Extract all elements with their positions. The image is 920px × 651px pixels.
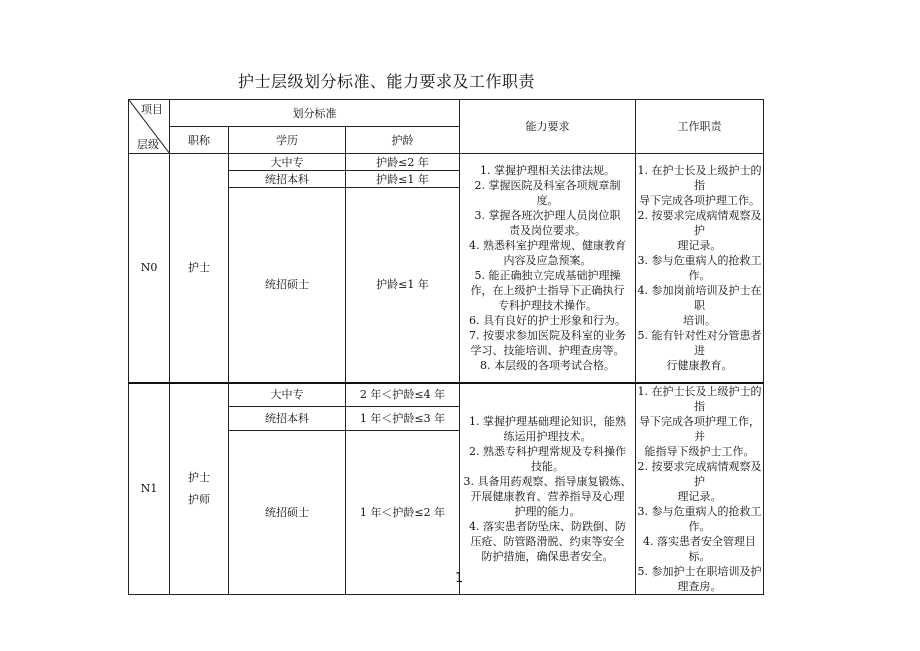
n1-level-cell: N1 (129, 383, 170, 595)
n1-duty-line: 1. 在护士长及上级护士的指 (637, 384, 762, 413)
n1-edu-3: 统招硕士 (229, 431, 346, 594)
n0-ability-line: 专科护理技术操作。 (498, 298, 597, 312)
n0-duties-cell (636, 154, 764, 383)
n1-ability-line: 2. 熟悉专科护理常规及专科操作 (469, 444, 626, 458)
n0-ability-cell (460, 154, 636, 383)
n0-ability-line: 7. 按要求参加医院及科室的业务 (469, 328, 626, 342)
n0-ability-line: 作，在上级护士指导下正确执行 (470, 283, 625, 297)
n1-edu-1: 大中专 (229, 383, 346, 407)
n1-duties-cell (636, 383, 764, 595)
criteria-header: 划分标准 (170, 100, 460, 127)
n1-ability-line: 1. 掌握护理基础理论知识，能熟 (469, 414, 626, 428)
duties-header: 工作职责 (636, 100, 764, 154)
n1-ability-line: 3. 具备用药观察、指导康复锻炼、 (463, 474, 632, 488)
n1-duty-line: 导下完成各项护理工作，并 (639, 414, 760, 443)
n0-ability-line: 4. 熟悉科室护理常规、健康教育 (469, 238, 626, 252)
ability-header: 能力要求 (460, 100, 636, 154)
n1-duty-line: 理查房。 (677, 579, 722, 593)
n0-duty-line: 理记录。 (677, 238, 722, 252)
n0-ability-line: 度。 (536, 193, 559, 207)
n0-years-3: 护龄≤1 年 (346, 188, 460, 383)
n0-duty-line: 培训。 (683, 313, 716, 327)
n1-ability-line: 技能。 (531, 459, 564, 473)
n1-duty-line: 3. 参与危重病人的抢救工 (637, 504, 762, 518)
n0-edu-2: 统招本科 (229, 171, 346, 188)
n0-years-1: 护龄≤2 年 (346, 154, 460, 171)
n0-duty-line: 4. 参加岗前培训及护士在职 (637, 283, 762, 312)
n1-ability-line: 护理的能力。 (514, 504, 581, 518)
n1-years-1: 2 年＜护龄≤4 年 (346, 383, 460, 407)
corner-label-item: 项目 (141, 103, 163, 116)
n0-edu-3: 统招硕士 (229, 188, 346, 383)
corner-header-cell (129, 100, 170, 154)
n1-duty-line: 5. 参加护士在职培训及护 (637, 564, 762, 578)
n1-duty-line: 作。 (688, 519, 711, 533)
n1-years-2: 1 年＜护龄≤3 年 (346, 407, 460, 431)
n0-years-2: 护龄≤1 年 (346, 171, 460, 188)
n0-duty-line: 作。 (688, 268, 711, 282)
n1-edu-2: 统招本科 (229, 407, 346, 431)
education-column-header: 学历 (229, 127, 346, 154)
n0-ability-line: 责及岗位要求。 (509, 223, 586, 237)
nurse-level-table (128, 99, 764, 595)
title-column-header: 职称 (170, 127, 229, 154)
n0-row-1 (129, 154, 764, 171)
header-row-1 (129, 100, 764, 127)
n0-title-cell: 护士 (170, 154, 229, 383)
n1-ability-line: 防护措施，确保患者安全。 (481, 549, 614, 563)
n1-duty-line: 能指导下级护士工作。 (644, 444, 755, 458)
n0-ability-line: 6. 具有良好的护士形象和行为。 (469, 313, 626, 327)
n1-duty-line: 2. 按要求完成病情观察及护 (637, 459, 762, 488)
n0-duty-line: 导下完成各项护理工作。 (639, 193, 760, 207)
n1-ability-line: 开展健康教育、营养指导及心理 (470, 489, 625, 503)
n0-duty-line: 3. 参与危重病人的抢救工 (637, 253, 762, 267)
n0-ability-line: 学习、技能培训、护理查房等。 (470, 343, 625, 357)
n0-ability-line: 内容及应急预案。 (503, 253, 592, 267)
n1-title-line-2: 护师 (188, 492, 210, 506)
n1-title-cell (170, 383, 229, 595)
n0-ability-line: 2. 掌握医院及科室各项规章制 (474, 178, 621, 192)
n0-ability-line: 8. 本层级的各项考试合格。 (480, 358, 615, 372)
n0-ability-line: 3. 掌握各班次护理人员岗位职 (474, 208, 621, 222)
n1-ability-line: 压疮、防管路滑脱、约束等安全 (470, 534, 625, 548)
n0-duty-line: 1. 在护士长及上级护士的指 (637, 163, 762, 192)
n1-duty-line: 理记录。 (677, 489, 722, 503)
years-column-header: 护龄 (346, 127, 460, 154)
n0-ability-line: 1. 掌握护理相关法律法规。 (480, 163, 615, 177)
n1-ability-cell (460, 383, 636, 595)
n0-level-cell: N0 (129, 154, 170, 383)
n1-duty-line: 4. 落实患者安全管理目标。 (643, 534, 756, 563)
n0-duty-line: 行健康教育。 (666, 358, 733, 372)
n1-years-3: 1 年＜护龄≤2 年 (346, 431, 460, 594)
n0-duty-line: 2. 按要求完成病情观察及护 (637, 208, 762, 237)
document-title: 护士层级划分标准、能力要求及工作职责 (238, 72, 536, 91)
page-number: 1 (455, 571, 464, 586)
n1-row-1 (129, 383, 764, 407)
n0-ability-line: 5. 能正确独立完成基础护理操 (474, 268, 621, 282)
corner-label-level: 层级 (137, 138, 159, 151)
n1-ability-line: 4. 落实患者防坠床、防跌倒、防 (469, 519, 626, 533)
n1-ability-line: 练运用护理技术。 (503, 429, 592, 443)
n0-duty-line: 5. 能有针对性对分管患者进 (637, 328, 762, 357)
n0-edu-1: 大中专 (229, 154, 346, 171)
n1-title-line-1: 护士 (188, 470, 210, 484)
